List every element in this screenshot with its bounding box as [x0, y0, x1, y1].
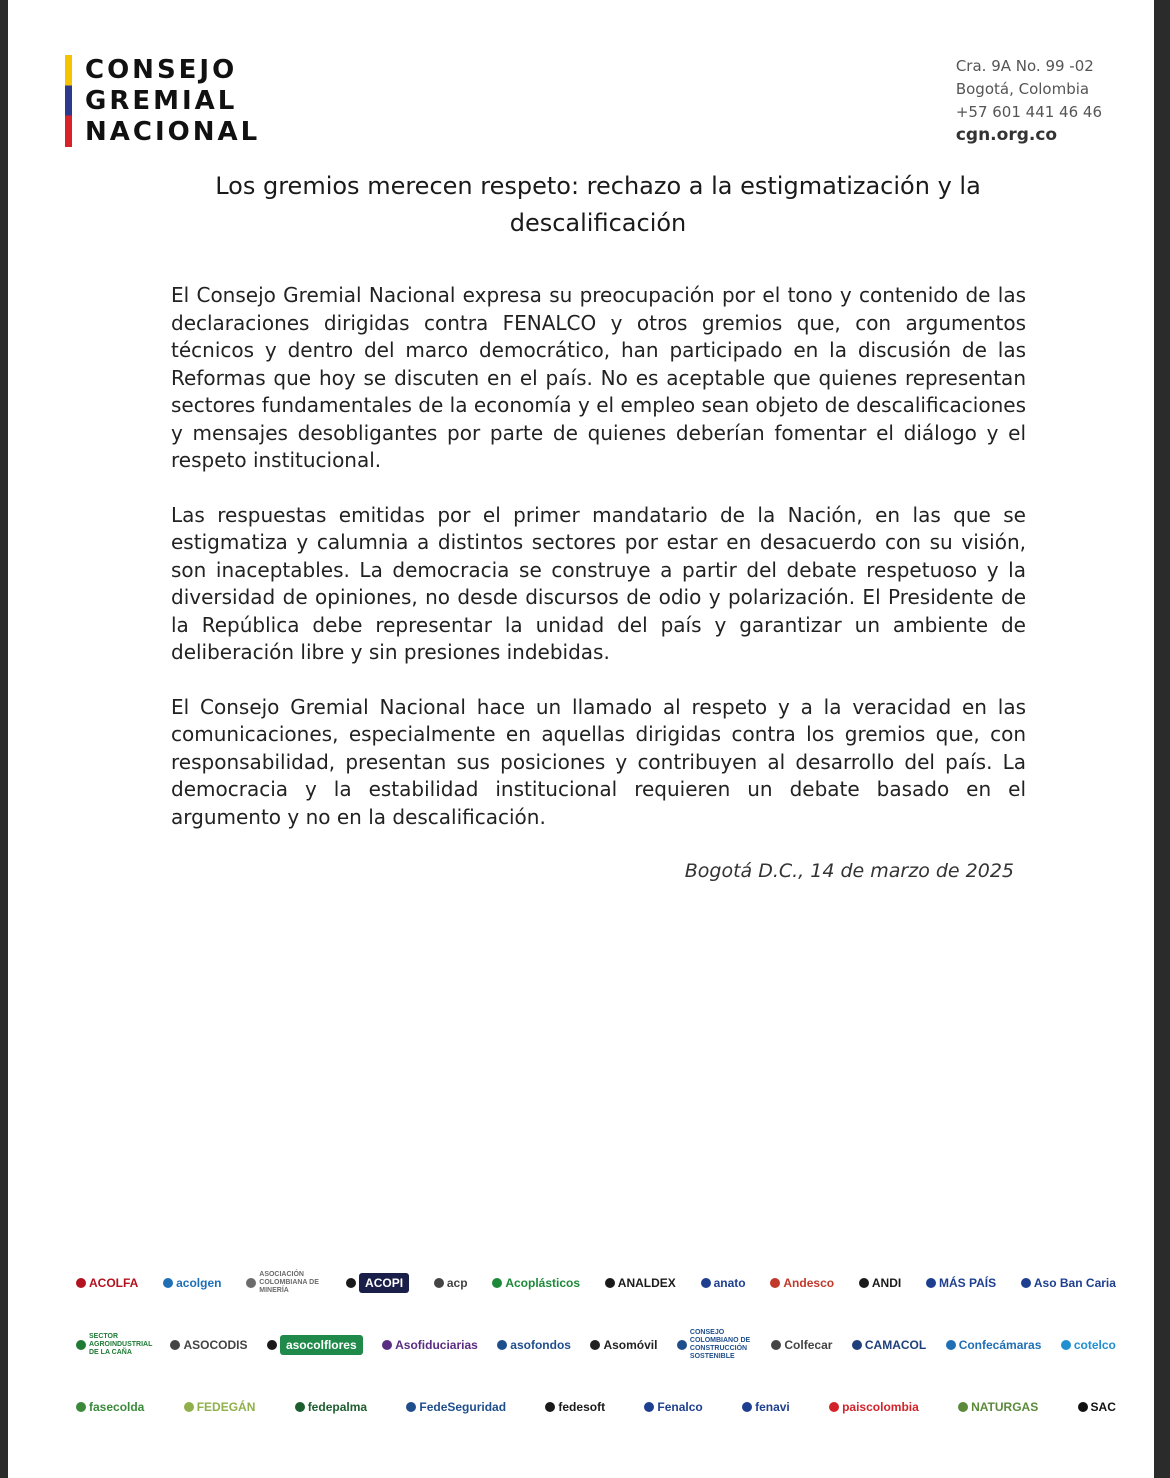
member-logo-name: MÁS PAÍS — [938, 1276, 997, 1290]
member-logo — [76, 1276, 138, 1290]
member-logo — [76, 1400, 144, 1414]
logo-mark-icon — [492, 1278, 502, 1288]
logo-line: GREMIAL — [85, 86, 238, 116]
document-body — [171, 282, 1026, 858]
member-logo — [1078, 1400, 1116, 1414]
logo-mark-icon — [163, 1278, 173, 1288]
member-logo-name: ACOPI — [359, 1273, 409, 1293]
member-logo — [170, 1338, 247, 1352]
logo-mark-icon — [434, 1278, 444, 1288]
address-line: Cra. 9A No. 99 -02 — [955, 57, 1094, 75]
member-logo — [434, 1276, 468, 1290]
logo-mark-icon — [644, 1402, 654, 1412]
member-logo-name: Asomóvil — [603, 1338, 658, 1352]
member-logo-name: fasecolda — [89, 1400, 145, 1414]
body-paragraph: El Consejo Gremial Nacional hace un llamado al respeto y a la veracidad en las comunicaciones, especialmente en aquellas dirigidas contra los gremios que, con responsabilidad, presentan sus posiciones y contribuyen al desarrollo del país. La democracia y la estabilidad institucional requieren un debate basado en el argumento y no en la descalificación. — [171, 694, 1026, 829]
address-city: Bogotá, Colombia — [955, 80, 1090, 98]
member-logo — [497, 1338, 571, 1352]
member-logo-name: Confecámaras — [958, 1338, 1042, 1352]
member-logo — [605, 1276, 676, 1290]
logo-mark-icon — [295, 1402, 305, 1412]
member-logo-name: paiscolombia — [842, 1400, 919, 1414]
logo-mark-icon — [742, 1402, 752, 1412]
member-logo-name: Acoplásticos — [505, 1276, 581, 1290]
logo-mark-icon — [771, 1340, 781, 1350]
member-logo — [184, 1400, 256, 1414]
logo-mark-icon — [946, 1340, 956, 1350]
member-logo-name: asofondos — [510, 1338, 571, 1352]
logo-mark-icon — [701, 1278, 711, 1288]
member-logo-name: Andesco — [783, 1276, 835, 1290]
body-paragraph: El Consejo Gremial Nacional expresa su preocupación por el tono y contenido de las declaraciones dirigidas contra FENALCO y otros gremios que, con argumentos técnicos y dentro del marco democrático, han participado en la discusión de las Reformas que hoy se discuten en el país. No es aceptable que quienes representan sectores fundamentales de la economía y el empleo sean objeto de descalificaciones y mensajes desobligantes por parte de quienes deberían fomentar el diálogo y el respeto institucional. — [171, 283, 1026, 472]
member-logo — [545, 1400, 605, 1414]
phone-number: +57 601 441 46 46 — [955, 103, 1102, 121]
member-logo-name: FedeSeguridad — [419, 1400, 507, 1414]
member-logo-name: Asofiduciarias — [395, 1338, 478, 1352]
member-logo-name: fedesoft — [558, 1400, 606, 1414]
logo-wordmark — [85, 55, 260, 148]
document-page — [8, 0, 1154, 1478]
member-logo-name: fedepalma — [307, 1400, 368, 1414]
member-logo-name: ASOCODIS — [183, 1338, 248, 1352]
website-link[interactable]: cgn.org.co — [955, 125, 1058, 145]
logo-mark-icon — [246, 1278, 256, 1288]
logo-mark-icon — [76, 1340, 86, 1350]
member-logos — [76, 1252, 1116, 1438]
logo-mark-icon — [346, 1278, 356, 1288]
logo-mark-icon — [1021, 1278, 1031, 1288]
logo-mark-icon — [590, 1340, 600, 1350]
logo-color-bar — [65, 55, 72, 147]
member-logo-name: anato — [713, 1276, 746, 1290]
member-logo — [742, 1400, 790, 1414]
logo-mark-icon — [958, 1402, 968, 1412]
member-logo-name: Fenalco — [657, 1400, 703, 1414]
member-logo — [644, 1400, 702, 1414]
member-logo-name: CAMACOL — [864, 1338, 927, 1352]
member-logo — [382, 1338, 478, 1352]
member-logo — [492, 1276, 580, 1290]
member-logo — [246, 1271, 321, 1295]
logo-mark-icon — [267, 1340, 277, 1350]
member-logo — [163, 1276, 221, 1290]
member-logo-name: SAC — [1090, 1400, 1116, 1414]
logo-mark-icon — [170, 1340, 180, 1350]
member-logo-name: SECTOR AGROINDUSTRIAL DE LA CAÑA — [89, 1333, 153, 1356]
logo-mark-icon — [770, 1278, 780, 1288]
member-logo-name: ANDI — [871, 1276, 902, 1290]
logo-mark-icon — [76, 1278, 86, 1288]
logo-line: CONSEJO — [85, 55, 238, 85]
member-logo-name: CONSEJO COLOMBIANO DE CONSTRUCCIÓN SOSTENIBLE — [689, 1329, 751, 1360]
member-logo — [701, 1276, 746, 1290]
logo-mark-icon — [1061, 1340, 1071, 1350]
member-logo — [770, 1276, 834, 1290]
logo-mark-icon — [859, 1278, 869, 1288]
logos-row — [76, 1314, 1116, 1376]
member-logo-name: Colfecar — [784, 1338, 833, 1352]
member-logo — [1061, 1338, 1116, 1352]
logo-mark-icon — [497, 1340, 507, 1350]
logo-mark-icon — [829, 1402, 839, 1412]
member-logo — [677, 1329, 752, 1361]
logo-mark-icon — [184, 1402, 194, 1412]
dateline: Bogotá D.C., 14 de marzo de 2025 — [684, 860, 1014, 882]
member-logo — [829, 1400, 919, 1414]
member-logo-name: ASOCIACIÓN COLOMBIANA DE MINERÍA — [259, 1271, 319, 1294]
member-logo — [406, 1400, 506, 1414]
body-paragraph: Las respuestas emitidas por el primer mandatario de la Nación, en las que se estigmatiza y calumnia a distintos sectores por estar en desacuerdo con su visión, son inaceptables. La democracia se construye a partir del debate respetuoso y la diversidad de opiniones, no desde discursos de odio y polarización. El Presidente de la República debe representar la unidad del país y garantizar un ambiente de deliberación libre y sin presiones indebidas. — [171, 502, 1026, 664]
logo-mark-icon — [926, 1278, 936, 1288]
member-logo-name: asocolflores — [280, 1335, 363, 1355]
member-logo-name: cotelco — [1073, 1338, 1116, 1352]
member-logo — [76, 1333, 151, 1357]
logos-row — [76, 1252, 1116, 1314]
member-logo — [346, 1273, 409, 1293]
member-logo — [946, 1338, 1042, 1352]
logo-line: NACIONAL — [85, 117, 261, 147]
logo-mark-icon — [1078, 1402, 1088, 1412]
member-logo-name: acp — [446, 1276, 468, 1290]
member-logo — [590, 1338, 657, 1352]
contact-block — [956, 55, 1102, 147]
member-logo-name: FEDEGÁN — [196, 1400, 256, 1414]
document-title: Los gremios merecen respeto: rechazo a la estigmatización y la descalificación — [215, 172, 981, 237]
logos-row — [76, 1376, 1116, 1438]
logo-mark-icon — [406, 1402, 416, 1412]
member-logo — [926, 1276, 996, 1290]
member-logo-name: fenavi — [755, 1400, 790, 1414]
member-logo-name: ANALDEX — [617, 1276, 676, 1290]
member-logo — [1021, 1276, 1116, 1290]
member-logo — [267, 1335, 363, 1355]
member-logo — [295, 1400, 367, 1414]
member-logo — [771, 1338, 832, 1352]
member-logo-name: NATURGAS — [971, 1400, 1039, 1414]
logo-mark-icon — [677, 1340, 687, 1350]
member-logo-name: Aso Ban Caria — [1033, 1276, 1116, 1290]
logo-mark-icon — [605, 1278, 615, 1288]
member-logo — [859, 1276, 901, 1290]
member-logo-name: ACOLFA — [89, 1276, 139, 1290]
logo-mark-icon — [545, 1402, 555, 1412]
logo-mark-icon — [852, 1340, 862, 1350]
member-logo-name: acolgen — [176, 1276, 222, 1290]
logo-mark-icon — [76, 1402, 86, 1412]
logo-mark-icon — [382, 1340, 392, 1350]
member-logo — [852, 1338, 926, 1352]
member-logo — [958, 1400, 1038, 1414]
